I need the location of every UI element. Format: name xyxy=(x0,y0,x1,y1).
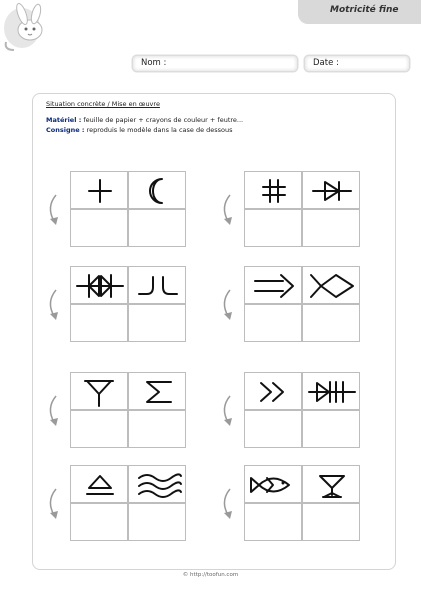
consigne-label: Consigne : xyxy=(46,126,85,134)
curved-arrow-icon xyxy=(44,394,66,428)
answer-cell[interactable] xyxy=(244,209,302,247)
eject-triangle-symbol xyxy=(71,466,129,504)
answer-cell[interactable] xyxy=(128,410,186,448)
materiel-line xyxy=(46,116,243,124)
answer-cell[interactable] xyxy=(302,410,360,448)
materiel-text: feuille de papier + crayons de couleur + feutre... xyxy=(81,116,244,124)
fish-symbol xyxy=(245,466,303,504)
funnel-symbol xyxy=(71,373,129,411)
cup-symbol xyxy=(303,466,361,504)
name-field[interactable] xyxy=(133,56,297,71)
model-cell xyxy=(128,171,186,209)
model-cell xyxy=(70,465,128,503)
model-cell xyxy=(70,266,128,304)
waves-symbol xyxy=(129,466,187,504)
curved-arrow-icon xyxy=(218,193,240,227)
model-grid xyxy=(244,266,362,344)
answer-cell[interactable] xyxy=(302,304,360,342)
date-field[interactable] xyxy=(305,56,409,71)
model-grid xyxy=(70,266,188,344)
answer-cell[interactable] xyxy=(244,410,302,448)
curved-arrow-icon xyxy=(218,487,240,521)
model-grid xyxy=(70,372,188,450)
answer-cell[interactable] xyxy=(302,209,360,247)
model-grid xyxy=(244,171,362,249)
answer-cell[interactable] xyxy=(128,503,186,541)
rabbit-logo xyxy=(0,0,70,55)
sigma-symbol xyxy=(129,373,187,411)
model-cell xyxy=(244,372,302,410)
model-cell xyxy=(70,372,128,410)
answer-cell[interactable] xyxy=(70,410,128,448)
footer-url: © http://toofun.com xyxy=(182,572,239,578)
date-label: Date : xyxy=(313,58,339,68)
crescent-symbol xyxy=(129,172,187,210)
curved-arrow-icon xyxy=(218,394,240,428)
model-grid xyxy=(70,171,188,249)
diamond-fish-symbol xyxy=(303,267,361,305)
answer-cell[interactable] xyxy=(302,503,360,541)
answer-cell[interactable] xyxy=(70,304,128,342)
double-hook-symbol xyxy=(129,267,187,305)
model-grid xyxy=(70,465,188,543)
answer-cell[interactable] xyxy=(70,503,128,541)
bowtie-symbol xyxy=(71,267,129,305)
answer-cell[interactable] xyxy=(128,209,186,247)
model-cell xyxy=(244,171,302,209)
arrow-right-symbol xyxy=(245,267,303,305)
curved-arrow-icon xyxy=(44,487,66,521)
subject-title: Motricité fine xyxy=(330,5,399,15)
model-cell xyxy=(128,372,186,410)
answer-cell[interactable] xyxy=(244,503,302,541)
materiel-label: Matériel : xyxy=(46,116,82,124)
model-cell xyxy=(244,266,302,304)
model-cell xyxy=(302,171,360,209)
answer-cell[interactable] xyxy=(128,304,186,342)
double-chevron-symbol xyxy=(245,373,303,411)
curved-arrow-icon xyxy=(44,288,66,322)
answer-cell[interactable] xyxy=(244,304,302,342)
model-cell xyxy=(128,266,186,304)
model-cell xyxy=(302,372,360,410)
model-grid xyxy=(244,465,362,543)
consigne-line xyxy=(46,126,233,134)
curved-arrow-icon xyxy=(44,193,66,227)
model-cell xyxy=(244,465,302,503)
model-cell xyxy=(302,465,360,503)
diode-arrow-symbol xyxy=(303,172,361,210)
answer-cell[interactable] xyxy=(70,209,128,247)
double-cross-symbol xyxy=(245,172,303,210)
model-cell xyxy=(70,171,128,209)
curved-arrow-icon xyxy=(218,288,240,322)
plus-symbol xyxy=(71,172,129,210)
model-grid xyxy=(244,372,362,450)
name-label: Nom : xyxy=(141,58,167,68)
capacitor-symbol xyxy=(303,373,361,411)
consigne-text: reproduis le modèle dans la case de dessous xyxy=(84,126,233,134)
model-cell xyxy=(128,465,186,503)
situation-heading: Situation concrète / Mise en œuvre xyxy=(46,100,160,108)
model-cell xyxy=(302,266,360,304)
